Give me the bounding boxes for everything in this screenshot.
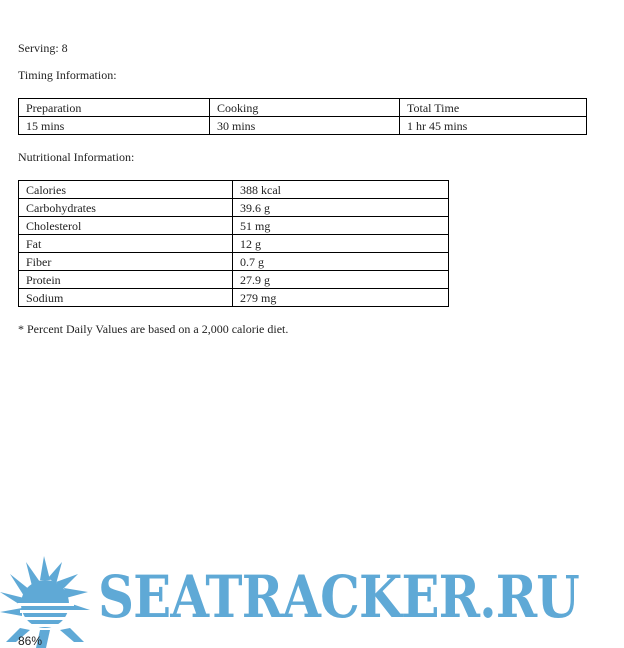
- serving-text: Serving: 8: [18, 41, 68, 55]
- nutrient-value: 12 g: [233, 235, 449, 253]
- zoom-level: 86%: [18, 634, 43, 648]
- timing-header-total-time: Total Time: [400, 99, 587, 117]
- nutrient-value: 27.9 g: [233, 271, 449, 289]
- table-row: [19, 271, 449, 289]
- timing-header-preparation: Preparation: [19, 99, 210, 117]
- sun-over-sea-icon: [0, 556, 96, 648]
- nutrient-label: Sodium: [19, 289, 233, 307]
- timing-header-row: [19, 99, 587, 117]
- timing-value-preparation: 15 mins: [19, 117, 210, 135]
- watermark: [0, 556, 624, 648]
- timing-value-cooking: 30 mins: [210, 117, 400, 135]
- nutrient-label: Fiber: [19, 253, 233, 271]
- nutrient-label: Carbohydrates: [19, 199, 233, 217]
- timing-value-total-time: 1 hr 45 mins: [400, 117, 587, 135]
- timing-heading: Timing Information:: [18, 68, 117, 82]
- table-row: [19, 235, 449, 253]
- watermark-text: SEATRACKER.RU: [98, 563, 579, 631]
- nutrient-label: Cholesterol: [19, 217, 233, 235]
- nutrient-value: 0.7 g: [233, 253, 449, 271]
- nutrition-heading: Nutritional Information:: [18, 150, 135, 164]
- nutrient-value: 279 mg: [233, 289, 449, 307]
- nutrient-label: Fat: [19, 235, 233, 253]
- nutrition-table: [18, 180, 449, 307]
- table-row: [19, 289, 449, 307]
- timing-table: [18, 98, 587, 135]
- table-row: [19, 253, 449, 271]
- nutrient-value: 39.6 g: [233, 199, 449, 217]
- timing-header-cooking: Cooking: [210, 99, 400, 117]
- footnote: * Percent Daily Values are based on a 2,000 calorie diet.: [18, 322, 289, 336]
- nutrient-label: Protein: [19, 271, 233, 289]
- table-row: [19, 217, 449, 235]
- nutrient-value: 51 mg: [233, 217, 449, 235]
- table-row: [19, 181, 449, 199]
- nutrient-label: Calories: [19, 181, 233, 199]
- table-row: [19, 199, 449, 217]
- nutrient-value: 388 kcal: [233, 181, 449, 199]
- timing-value-row: [19, 117, 587, 135]
